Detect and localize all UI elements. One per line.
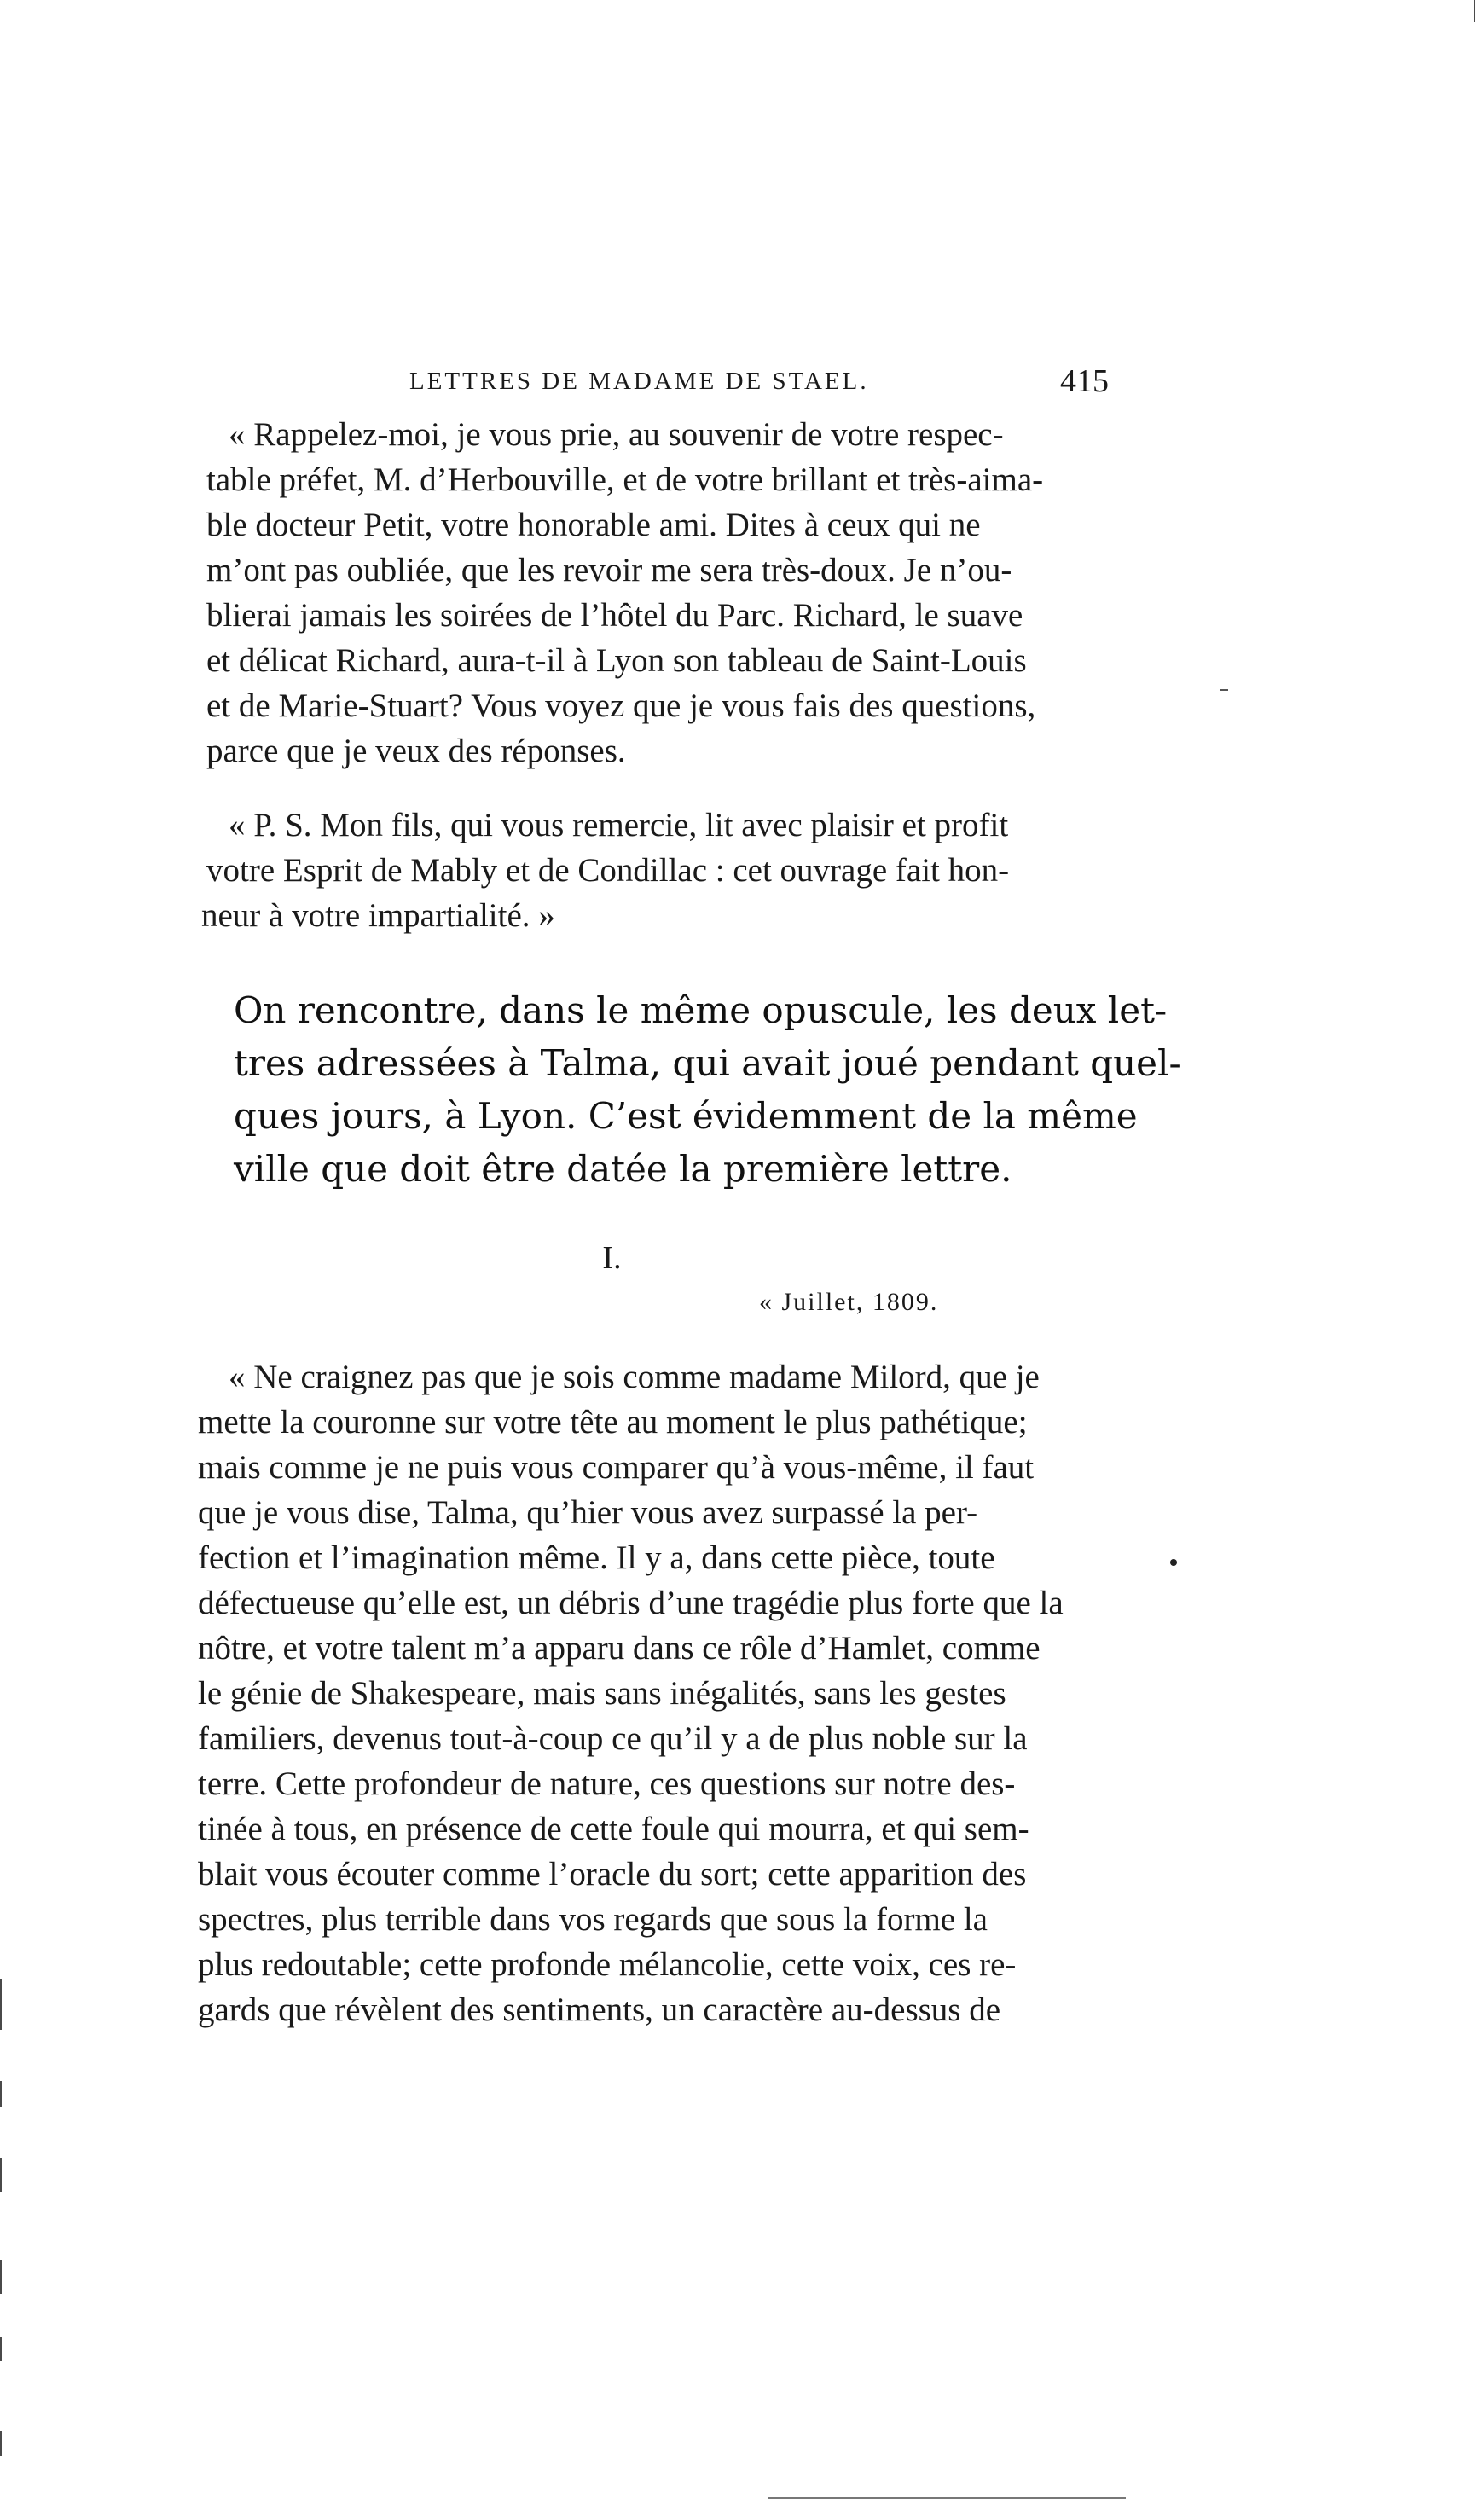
- scan-artifact-mark: [1474, 0, 1475, 22]
- text-line: plus redoutable; cette profonde mélancolie, cette voix, ces re-: [198, 1946, 1017, 1983]
- text-line: tinée à tous, en présence de cette foule qui mourra, et qui sem-: [198, 1811, 1029, 1847]
- page-header: [409, 362, 1109, 407]
- text-line: table préfet, M. d’Herbouville, et de votre brillant et très-aima-: [206, 461, 1044, 498]
- scan-artifact-line: [768, 2497, 1126, 2499]
- text-line: tres adressées à Talma, qui avait joué pendant quel-: [234, 1042, 1181, 1084]
- text-line: neur à votre impartialité. »: [201, 897, 555, 934]
- text-line: votre Esprit de Mably et de Condillac : cet ouvrage fait hon-: [206, 852, 1010, 889]
- text-line: « Ne craignez pas que je sois comme madame Milord, que je: [229, 1359, 1040, 1395]
- scan-artifact-mark: [0, 1979, 2, 2030]
- text-line: mais comme je ne puis vous comparer qu’à vous-même, il faut: [198, 1449, 1035, 1486]
- text-line: « P. S. Mon fils, qui vous remercie, lit avec plaisir et profit: [229, 807, 1009, 843]
- letter-dateline: « Juillet, 1809.: [759, 1288, 939, 1316]
- text-line: que je vous dise, Talma, qu’hier vous avez surpassé la per-: [198, 1494, 978, 1531]
- letter-number: I.: [602, 1240, 622, 1276]
- text-line: le génie de Shakespeare, mais sans inégalités, sans les gestes: [198, 1675, 1006, 1712]
- text-line: spectres, plus terrible dans vos regards que sous la forme la: [198, 1901, 988, 1938]
- text-line: et de Marie-Stuart? Vous voyez que je vous fais des questions,: [206, 687, 1036, 724]
- text-line: parce que je veux des réponses.: [206, 733, 626, 769]
- text-line: « Rappelez-moi, je vous prie, au souvenir de votre respec-: [229, 416, 1004, 453]
- text-line: On rencontre, dans le même opuscule, les deux let-: [234, 989, 1168, 1031]
- scan-artifact-mark: [0, 2081, 2, 2107]
- page-number: 415: [1060, 363, 1109, 399]
- text-line: ques jours, à Lyon. C’est évidemment de la même: [234, 1095, 1138, 1137]
- text-line: défectueuse qu’elle est, un débris d’une tragédie plus forte que la: [198, 1585, 1064, 1621]
- text-line: et délicat Richard, aura-t-il à Lyon son tableau de Saint-Louis: [206, 642, 1027, 679]
- text-line: ble docteur Petit, votre honorable ami. Dites à ceux qui ne: [206, 507, 981, 543]
- scan-artifact-mark: [1220, 689, 1228, 691]
- running-title: LETTRES DE MADAME DE STAEL.: [409, 368, 869, 395]
- text-line: m’ont pas oubliée, que les revoir me sera très-doux. Je n’ou-: [206, 552, 1012, 588]
- scan-artifact-mark: [0, 2337, 2, 2361]
- scan-artifact-mark: [0, 2158, 2, 2192]
- text-line: blierai jamais les soirées de l’hôtel du Parc. Richard, le suave: [206, 597, 1023, 634]
- scan-artifact-dot: [1170, 1559, 1177, 1566]
- text-line: nôtre, et votre talent m’a apparu dans ce rôle d’Hamlet, comme: [198, 1630, 1041, 1667]
- text-line: ville que doit être datée la première lettre.: [234, 1148, 1012, 1190]
- scan-artifact-mark: [0, 2431, 2, 2456]
- text-line: terre. Cette profondeur de nature, ces questions sur notre des-: [198, 1765, 1016, 1802]
- text-line: blait vous écouter comme l’oracle du sort; cette apparition des: [198, 1856, 1027, 1893]
- scan-artifact-mark: [0, 2260, 2, 2294]
- text-line: familiers, devenus tout-à-coup ce qu’il y a de plus noble sur la: [198, 1720, 1028, 1757]
- text-line: mette la couronne sur votre tête au moment le plus pathétique;: [198, 1404, 1028, 1440]
- text-line: fection et l’imagination même. Il y a, dans cette pièce, toute: [198, 1539, 995, 1576]
- text-line: gards que révèlent des sentiments, un caractère au-dessus de: [198, 1991, 1001, 2028]
